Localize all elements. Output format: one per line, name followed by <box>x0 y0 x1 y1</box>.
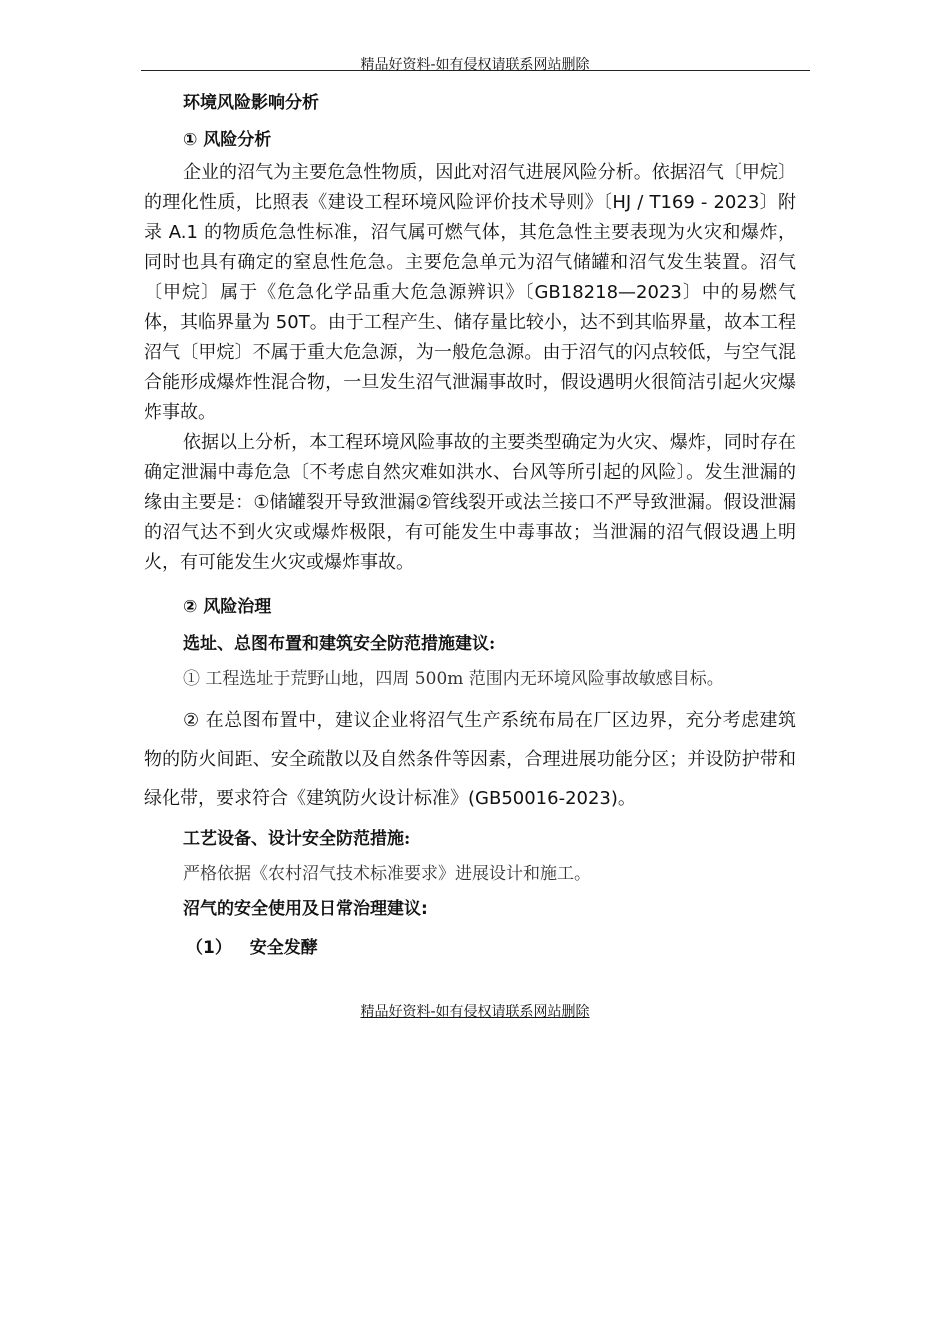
subheading-process-equipment: 工艺设备、设计安全防范措施: <box>183 829 411 849</box>
list-item-safe-fermentation <box>144 933 796 958</box>
subheading-site-layout: 选址、总图布置和建筑安全防范措施建议: <box>183 634 496 654</box>
paragraph-risk-analysis: 企业的沼气为主要危急性物质，因此对沼气进展风险分析。依据沼气〔甲烷〕的理化性质，比照表《建设工程环境风险评价技术导则》〔HJ / T169 - 2023〕附录 A.1 的物质危急性标准，沼气属可燃气体，其危急性主要表现为火灾和爆炸，同时也具有确定的窒息性危急。主要危急单元为沼气储罐和沼气发生装置。沼气〔甲烷〕属于《危急化学品重大危急源辨识》〔GB18218—2023〕中的易燃气体，其临界量为 50T。由于工程产生、储存量比较小，达不到其临界量，故本工程沼气〔甲烷〕不属于重大危急源，为一般危急源。由于沼气的闪点较低，与空气混合能形成爆炸性混合物，一旦发生沼气泄漏事故时，假设遇明火很简洁引起火灾爆炸事故。 <box>144 162 796 423</box>
page-footer: 精品好资料-如有侵权请联系网站删除 <box>360 1004 590 1020</box>
section-heading-risk-analysis: ① 风险分析 <box>183 130 272 150</box>
section-heading-risk-management: ② 风险治理 <box>183 597 272 617</box>
list-item-number: （1） <box>186 938 232 958</box>
site-layout-item-1: ① 工程选址于荒野山地，四周 500m 范围内无环境风险事故敏感目标。 <box>183 669 724 689</box>
document-body <box>144 86 796 958</box>
header-rule <box>141 70 810 71</box>
list-item-label: 安全发酵 <box>249 938 318 958</box>
page-header: 精品好资料-如有侵权请联系网站删除 <box>360 57 590 73</box>
process-equipment-text: 严格依据《农村沼气技术标准要求》进展设计和施工。 <box>183 864 591 884</box>
paragraph-risk-types: 依据以上分析，本工程环境风险事故的主要类型确定为火灾、爆炸，同时存在确定泄漏中毒危急〔不考虑自然灾难如洪水、台风等所引起的风险〕。发生泄漏的缘由主要是：①储罐裂开导致泄漏②管线裂开或法兰接口不严导致泄漏。假设泄漏的沼气达不到火灾或爆炸极限，有可能发生中毒事故；当泄漏的沼气假设遇上明火，有可能发生火灾或爆炸事故。 <box>144 432 796 573</box>
site-layout-item-2: ② 在总图布置中，建议企业将沼气生产系统布局在厂区边界，充分考虑建筑物的防火间距、安全疏散以及自然条件等因素，合理进展功能分区；并设防护带和绿化带，要求符合《建筑防火设计标准》(GB50016-2023)。 <box>144 710 796 809</box>
subheading-safe-usage: 沼气的安全使用及日常治理建议: <box>183 899 428 919</box>
document-title: 环境风险影响分析 <box>183 93 319 113</box>
